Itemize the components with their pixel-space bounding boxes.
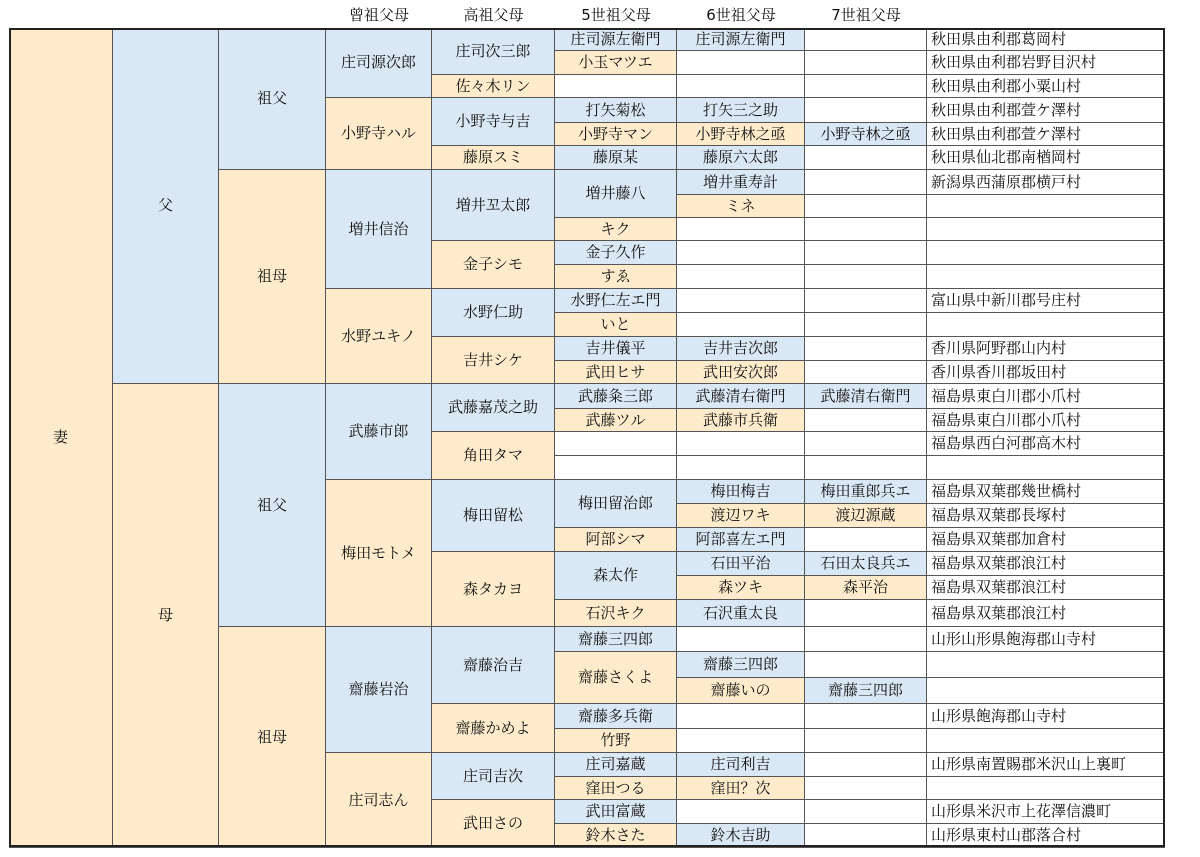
column-header-0: 曾祖父母	[348, 6, 409, 24]
person-g3-5: 梅田モトメ	[326, 480, 432, 627]
person-g7-3: 渡辺源蔵	[805, 504, 927, 528]
place-cell: 山形県米沢市上花澤信濃町	[927, 800, 1165, 824]
blank-cell	[805, 98, 927, 123]
person-g5-4: 藤原某	[555, 146, 677, 170]
person-g5-0: 庄司源左衛門	[555, 28, 677, 51]
blank-cell	[805, 218, 927, 241]
person-g6-9: 武藤市兵衛	[677, 409, 805, 432]
blank-cell	[805, 729, 927, 753]
person-g6-8: 武藤清右衛門	[677, 384, 805, 409]
person-g4-10: 梅田留松	[432, 480, 555, 552]
person-g6-18: 庄司利吉	[677, 753, 805, 777]
blank-cell	[677, 289, 805, 313]
person-g6-3: 藤原六太郎	[677, 146, 805, 170]
person-g5-15: 梅田留治郎	[555, 480, 677, 528]
person-g5-16: 阿部シマ	[555, 528, 677, 552]
person-g4-12: 齋藤治吉	[432, 627, 555, 704]
person-g5-22: 竹野	[555, 729, 677, 753]
blank-cell	[805, 265, 927, 289]
column-header-2: 5世祖父母	[581, 6, 651, 24]
person-g6-11: 渡辺ワキ	[677, 504, 805, 528]
person-g5-19: 齋藤三四郎	[555, 627, 677, 652]
blank-cell	[805, 652, 927, 678]
person-g7-5: 森平治	[805, 576, 927, 600]
person-g4-15: 武田さの	[432, 800, 555, 848]
blank-cell	[805, 800, 927, 824]
place-cell: 福島県西白河郡高木村	[927, 432, 1165, 456]
blank-cell	[677, 729, 805, 753]
person-g2-3: 祖母	[219, 627, 326, 848]
person-g5-2: 打矢菊松	[555, 98, 677, 123]
place-cell: 香川県香川郡坂田村	[927, 361, 1165, 384]
person-g5-5: 増井藤八	[555, 170, 677, 218]
blank-cell	[805, 313, 927, 337]
person-g5-17: 森太作	[555, 552, 677, 600]
person-g3-1: 小野寺ハル	[326, 98, 432, 170]
blank-cell	[805, 289, 927, 313]
place-cell: 秋田県仙北郡南楢岡村	[927, 146, 1165, 170]
person-g6-19: 窪田？次	[677, 777, 805, 800]
person-g5-8: すゑ	[555, 265, 677, 289]
person-g5-7: 金子久作	[555, 241, 677, 265]
place-cell: 福島県双葉郡浪江村	[927, 600, 1165, 627]
person-g3-4: 武藤市郎	[326, 384, 432, 480]
person-g3-3: 水野ユキノ	[326, 289, 432, 384]
place-cell	[927, 195, 1165, 218]
blank-cell	[677, 800, 805, 824]
person-g5-23: 庄司嘉蔵	[555, 753, 677, 777]
person-g3-7: 庄司志ん	[326, 753, 432, 848]
blank-cell	[805, 337, 927, 361]
place-cell: 秋田県由利郡萱ケ澤村	[927, 123, 1165, 146]
person-g5-10: いと	[555, 313, 677, 337]
blank-cell	[805, 170, 927, 195]
blank-cell	[805, 75, 927, 98]
person-g5-21: 齋藤多兵衛	[555, 704, 677, 729]
person-g4-9: 角田タマ	[432, 432, 555, 480]
column-header-1: 高祖父母	[463, 6, 524, 24]
person-g7-0: 小野寺林之亟	[805, 123, 927, 146]
person-g6-14: 森ツキ	[677, 576, 805, 600]
blank-cell	[555, 456, 677, 480]
blank-cell	[677, 51, 805, 75]
place-cell: 福島県東白川郡小爪村	[927, 409, 1165, 432]
person-g6-13: 石田平治	[677, 552, 805, 576]
person-g4-8: 武藤嘉茂之助	[432, 384, 555, 432]
place-cell	[927, 652, 1165, 678]
place-cell: 富山県中新川郡号庄村	[927, 289, 1165, 313]
blank-cell	[805, 51, 927, 75]
blank-cell	[677, 432, 805, 456]
person-g6-7: 武田安次郎	[677, 361, 805, 384]
place-cell	[927, 265, 1165, 289]
blank-cell	[677, 704, 805, 729]
person-g5-25: 武田富蔵	[555, 800, 677, 824]
person-g6-0: 庄司源左衛門	[677, 28, 805, 51]
person-g5-13: 武藤粂三郎	[555, 384, 677, 409]
person-g2-0: 祖父	[219, 28, 326, 170]
blank-cell	[677, 456, 805, 480]
person-g5-3: 小野寺マン	[555, 123, 677, 146]
blank-cell	[677, 627, 805, 652]
person-g7-4: 石田太良兵エ	[805, 552, 927, 576]
blank-cell	[677, 265, 805, 289]
person-g4-6: 水野仁助	[432, 289, 555, 337]
blank-cell	[805, 409, 927, 432]
blank-cell	[805, 361, 927, 384]
blank-cell	[677, 313, 805, 337]
blank-cell	[805, 241, 927, 265]
place-cell: 福島県双葉郡浪江村	[927, 576, 1165, 600]
place-cell	[927, 777, 1165, 800]
place-cell	[927, 218, 1165, 241]
blank-cell	[805, 753, 927, 777]
person-g5-20: 齋藤さくよ	[555, 652, 677, 704]
place-cell	[927, 241, 1165, 265]
person-g6-17: 齋藤いの	[677, 678, 805, 704]
place-cell: 秋田県由利郡萱ケ澤村	[927, 98, 1165, 123]
person-g6-2: 小野寺林之亟	[677, 123, 805, 146]
place-cell: 山形県東村山郡落合村	[927, 824, 1165, 848]
person-g4-2: 小野寺与吉	[432, 98, 555, 146]
person-g4-11: 森タカヨ	[432, 552, 555, 627]
person-g4-14: 庄司吉次	[432, 753, 555, 800]
blank-cell	[805, 600, 927, 627]
person-g4-4: 増井꼬太郎	[432, 170, 555, 241]
place-cell: 山形県南置賜郡米沢山上裏町	[927, 753, 1165, 777]
place-cell: 秋田県由利郡葛岡村	[927, 28, 1165, 51]
place-cell: 福島県双葉郡幾世橋村	[927, 480, 1165, 504]
column-header-4: 7世祖父母	[831, 6, 901, 24]
blank-cell	[805, 824, 927, 848]
person-g4-7: 吉井シケ	[432, 337, 555, 384]
person-g6-1: 打矢三之助	[677, 98, 805, 123]
blank-cell	[805, 528, 927, 552]
place-cell: 福島県東白川郡小爪村	[927, 384, 1165, 409]
blank-cell	[677, 241, 805, 265]
person-g0-0: 妻	[9, 28, 113, 848]
person-g4-0: 庄司次三郎	[432, 28, 555, 75]
person-g5-14: 武藤ツル	[555, 409, 677, 432]
place-cell: 新潟県西蒲原郡横戸村	[927, 170, 1165, 195]
person-g2-2: 祖父	[219, 384, 326, 627]
person-g6-5: ミネ	[677, 195, 805, 218]
person-g6-10: 梅田梅吉	[677, 480, 805, 504]
blank-cell	[805, 432, 927, 456]
person-g3-0: 庄司源次郎	[326, 28, 432, 98]
blank-cell	[805, 195, 927, 218]
place-cell: 福島県双葉郡浪江村	[927, 552, 1165, 576]
person-g5-12: 武田ヒサ	[555, 361, 677, 384]
place-cell	[927, 313, 1165, 337]
person-g6-20: 鈴木吉助	[677, 824, 805, 848]
person-g5-1: 小玉マツエ	[555, 51, 677, 75]
place-cell: 香川県阿野郡山内村	[927, 337, 1165, 361]
person-g5-26: 鈴木さた	[555, 824, 677, 848]
blank-cell	[555, 432, 677, 456]
person-g6-12: 阿部喜左エ門	[677, 528, 805, 552]
place-cell	[927, 456, 1165, 480]
person-g6-4: 増井重寿計	[677, 170, 805, 195]
person-g6-6: 吉井吉次郎	[677, 337, 805, 361]
blank-cell	[805, 627, 927, 652]
person-g5-11: 吉井儀平	[555, 337, 677, 361]
person-g5-18: 石沢キク	[555, 600, 677, 627]
place-cell: 秋田県由利郡小粟山村	[927, 75, 1165, 98]
blank-cell	[805, 28, 927, 51]
person-g4-5: 金子シモ	[432, 241, 555, 289]
person-g4-1: 佐々木リン	[432, 75, 555, 98]
person-g3-6: 齋藤岩治	[326, 627, 432, 753]
person-g4-3: 藤原スミ	[432, 146, 555, 170]
blank-cell	[677, 218, 805, 241]
place-cell: 福島県双葉郡加倉村	[927, 528, 1165, 552]
place-cell: 山形山形県飽海郡山寺村	[927, 627, 1165, 652]
person-g7-6: 齋藤三四郎	[805, 678, 927, 704]
place-cell: 福島県双葉郡長塚村	[927, 504, 1165, 528]
place-cell: 山形県飽海郡山寺村	[927, 704, 1165, 729]
person-g6-16: 齋藤三四郎	[677, 652, 805, 678]
blank-cell	[805, 456, 927, 480]
person-g2-1: 祖母	[219, 170, 326, 384]
place-cell	[927, 678, 1165, 704]
blank-cell	[555, 75, 677, 98]
person-g7-2: 梅田重郎兵エ	[805, 480, 927, 504]
blank-cell	[805, 704, 927, 729]
blank-cell	[805, 146, 927, 170]
person-g5-9: 水野仁左エ門	[555, 289, 677, 313]
column-header-3: 6世祖父母	[706, 6, 776, 24]
person-g1-0: 父	[113, 28, 219, 384]
person-g1-1: 母	[113, 384, 219, 848]
person-g7-1: 武藤清右衛門	[805, 384, 927, 409]
place-cell: 秋田県由利郡岩野目沢村	[927, 51, 1165, 75]
place-cell	[927, 729, 1165, 753]
person-g4-13: 齋藤かめよ	[432, 704, 555, 753]
blank-cell	[805, 777, 927, 800]
person-g5-24: 窪田つる	[555, 777, 677, 800]
blank-cell	[677, 75, 805, 98]
person-g5-6: キク	[555, 218, 677, 241]
person-g3-2: 増井信治	[326, 170, 432, 289]
person-g6-15: 石沢重太良	[677, 600, 805, 627]
